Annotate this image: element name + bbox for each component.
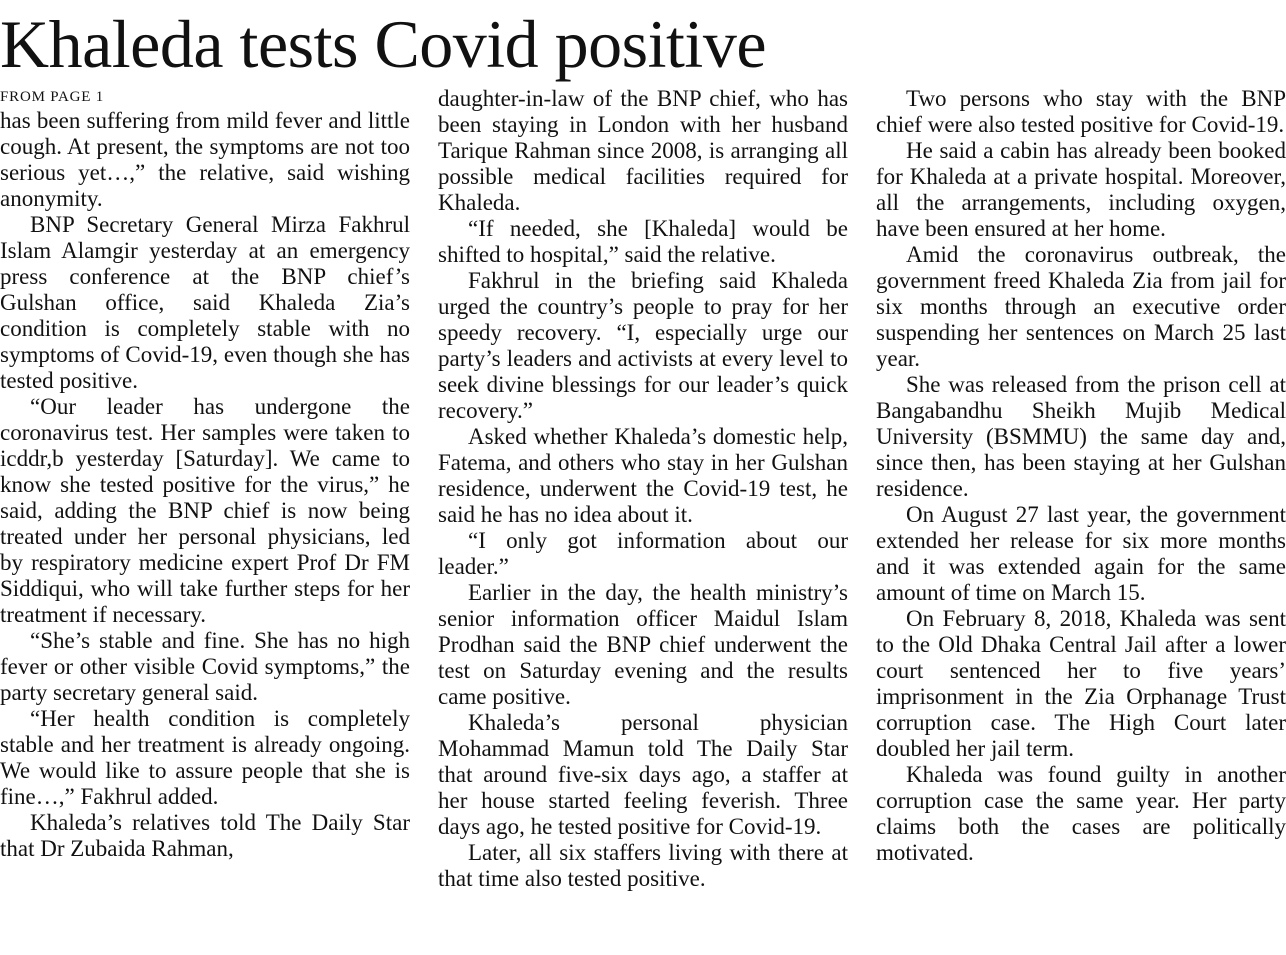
article-paragraph: daughter-in-law of the BNP chief, who has been staying in London with her husband Tarique Rahman since 2008, is arranging all possible medical facilities required for Khaleda.: [438, 86, 848, 215]
headline: Khaleda tests Covid positive: [0, 6, 767, 82]
article-paragraph: Fakhrul in the briefing said Khaleda urged the country’s people to pray for her speedy recovery. “I, especially urge our party’s leaders and activists at every level to seek divine blessings for our leader’s quick recovery.”: [438, 268, 848, 423]
article-paragraph: Amid the coronavirus outbreak, the government freed Khaleda Zia from jail for six months through an executive order suspending her sentences on March 25 last year.: [876, 242, 1286, 371]
article-paragraph: “I only got information about our leader.”: [438, 528, 848, 579]
article-paragraph: Earlier in the day, the health ministry’s senior information officer Maidul Islam Prodhan said the BNP chief underwent the test on Saturday evening and the results came positive.: [438, 580, 848, 709]
article-paragraph: She was released from the prison cell at Bangabandhu Sheikh Mujib Medical University (BSMMU) the same day and, since then, has been staying at her Gulshan residence.: [876, 372, 1286, 501]
article-paragraph: BNP Secretary General Mirza Fakhrul Islam Alamgir yesterday at an emergency press conference at the BNP chief’s Gulshan office, said Khaleda Zia’s condition is completely stable with no symptoms of Covid-19, even though she has tested positive.: [0, 212, 410, 393]
article-paragraph: Later, all six staffers living with there at that time also tested positive.: [438, 840, 848, 891]
article-paragraph: Khaleda’s relatives told The Daily Star that Dr Zubaida Rahman,: [0, 810, 410, 861]
article-paragraph: On August 27 last year, the government extended her release for six more months and it was extended again for the same amount of time on March 15.: [876, 502, 1286, 605]
article-paragraph: “If needed, she [Khaleda] would be shifted to hospital,” said the relative.: [438, 216, 848, 267]
article-paragraph: has been suffering from mild fever and little cough. At present, the symptoms are not too serious yet…,” the relative, said wishing anonymity.: [0, 108, 410, 211]
article-column-3: [876, 86, 1286, 955]
article-paragraph: He said a cabin has already been booked for Khaleda at a private hospital. Moreover, all the arrangements, including oxygen, have been ensured at her home.: [876, 138, 1286, 241]
article-paragraph: “She’s stable and fine. She has no high fever or other visible Covid symptoms,” the party secretary general said.: [0, 628, 410, 705]
article-paragraph: Khaleda was found guilty in another corruption case the same year. Her party claims both the cases are politically motivated.: [876, 762, 1286, 865]
article-paragraph: “Her health condition is completely stable and her treatment is already ongoing. We would like to assure people that she is fine…,” Fakhrul added.: [0, 706, 410, 809]
article-paragraph: Khaleda’s personal physician Mohammad Mamun told The Daily Star that around five-six days ago, a staffer at her house started feeling feverish. Three days ago, he tested positive for Covid-19.: [438, 710, 848, 839]
article-column-2: [438, 86, 848, 955]
article-paragraph: “Our leader has undergone the coronavirus test. Her samples were taken to icddr,b yesterday [Saturday]. We came to know she tested positive for the virus,” he said, adding the BNP chief is now being treated under her personal physicians, led by respiratory medicine expert Prof Dr FM Siddiqui, who will take further steps for her treatment if necessary.: [0, 394, 410, 627]
article-paragraph: Two persons who stay with the BNP chief were also tested positive for Covid-19.: [876, 86, 1286, 137]
article-paragraph: On February 8, 2018, Khaleda was sent to the Old Dhaka Central Jail after a lower court sentenced her to five years’ imprisonment in the Zia Orphanage Trust corruption case. The High Court later doubled her jail term.: [876, 606, 1286, 761]
article-paragraph: Asked whether Khaleda’s domestic help, Fatema, and others who stay in her Gulshan residence, underwent the Covid-19 test, he said he has no idea about it.: [438, 424, 848, 527]
article-column-1: [0, 86, 410, 955]
continuation-kicker: FROM PAGE 1: [0, 89, 105, 105]
